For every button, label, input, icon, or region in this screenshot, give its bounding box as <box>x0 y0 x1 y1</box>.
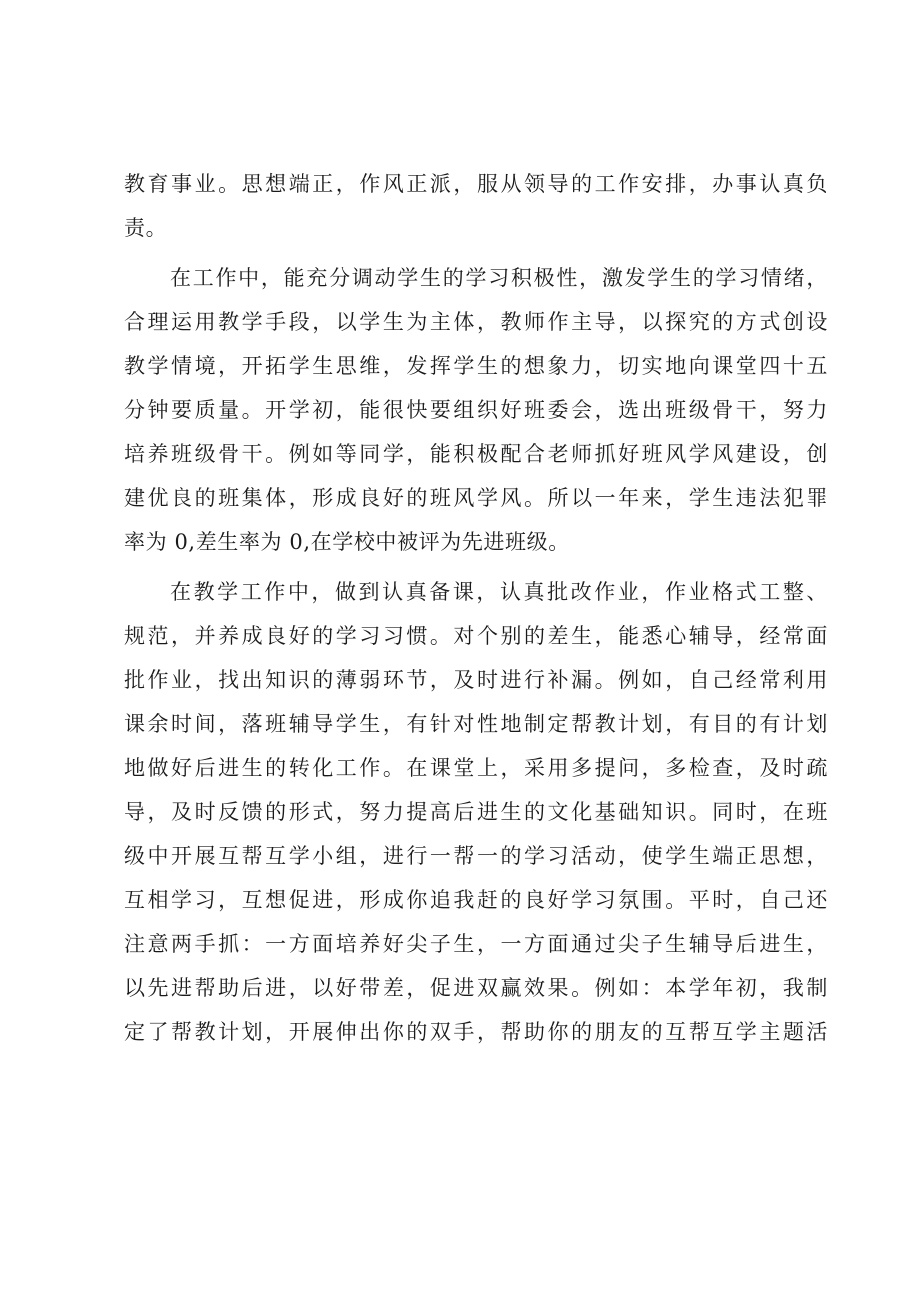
text-line: 率为 0,差生率为 0,在学校中被评为先进班级。 <box>124 530 570 554</box>
text-line: 在教学工作中，做到认真备课，认真批改作业，作业格式工整、 <box>170 580 828 604</box>
text-line: 教学情境，开拓学生思维，发挥学生的想象力，切实地向课堂四十五 <box>124 354 828 378</box>
text-line: 课余时间，落班辅导学生，有针对性地制定帮教计划，有目的有计划 <box>124 712 828 736</box>
paragraph <box>124 570 828 1054</box>
text-line: 互相学习，互想促进，形成你追我赶的良好学习氛围。平时，自己还 <box>124 888 828 912</box>
text-line: 级中开展互帮互学小组，进行一帮一的学习活动，使学生端正思想， <box>124 844 828 868</box>
text-line: 在工作中，能充分调动学生的学习积极性，激发学生的学习情绪， <box>170 266 828 290</box>
text-line: 地做好后进生的转化工作。在课堂上，采用多提问，多检查，及时疏 <box>124 756 828 780</box>
text-line: 建优良的班集体，形成良好的班风学风。所以一年来，学生违法犯罪 <box>124 486 828 510</box>
text-line: 责。 <box>124 216 168 240</box>
text-line: 培养班级骨干。例如等同学，能积极配合老师抓好班风学风建设，创 <box>124 442 828 466</box>
text-line: 注意两手抓：一方面培养好尖子生，一方面通过尖子生辅导后进生， <box>124 932 828 956</box>
text-line: 分钟要质量。开学初，能很快要组织好班委会，选出班级骨干，努力 <box>124 398 828 422</box>
text-line: 以先进帮助后进，以好带差，促进双赢效果。例如：本学年初，我制 <box>124 976 828 1000</box>
text-line: 教育事业。思想端正，作风正派，服从领导的工作安排，办事认真负 <box>124 172 828 196</box>
paragraph <box>124 162 828 250</box>
text-line: 规范，并养成良好的学习习惯。对个别的差生，能悉心辅导，经常面 <box>124 624 828 648</box>
body-text <box>124 162 828 1054</box>
text-line: 批作业，找出知识的薄弱环节，及时进行补漏。例如，自己经常利用 <box>124 668 828 692</box>
paragraph <box>124 256 828 564</box>
text-line: 合理运用教学手段，以学生为主体，教师作主导，以探究的方式创设 <box>124 310 828 334</box>
text-line: 定了帮教计划，开展伸出你的双手，帮助你的朋友的互帮互学主题活 <box>124 1020 828 1044</box>
text-line: 导，及时反馈的形式，努力提高后进生的文化基础知识。同时，在班 <box>124 800 828 824</box>
